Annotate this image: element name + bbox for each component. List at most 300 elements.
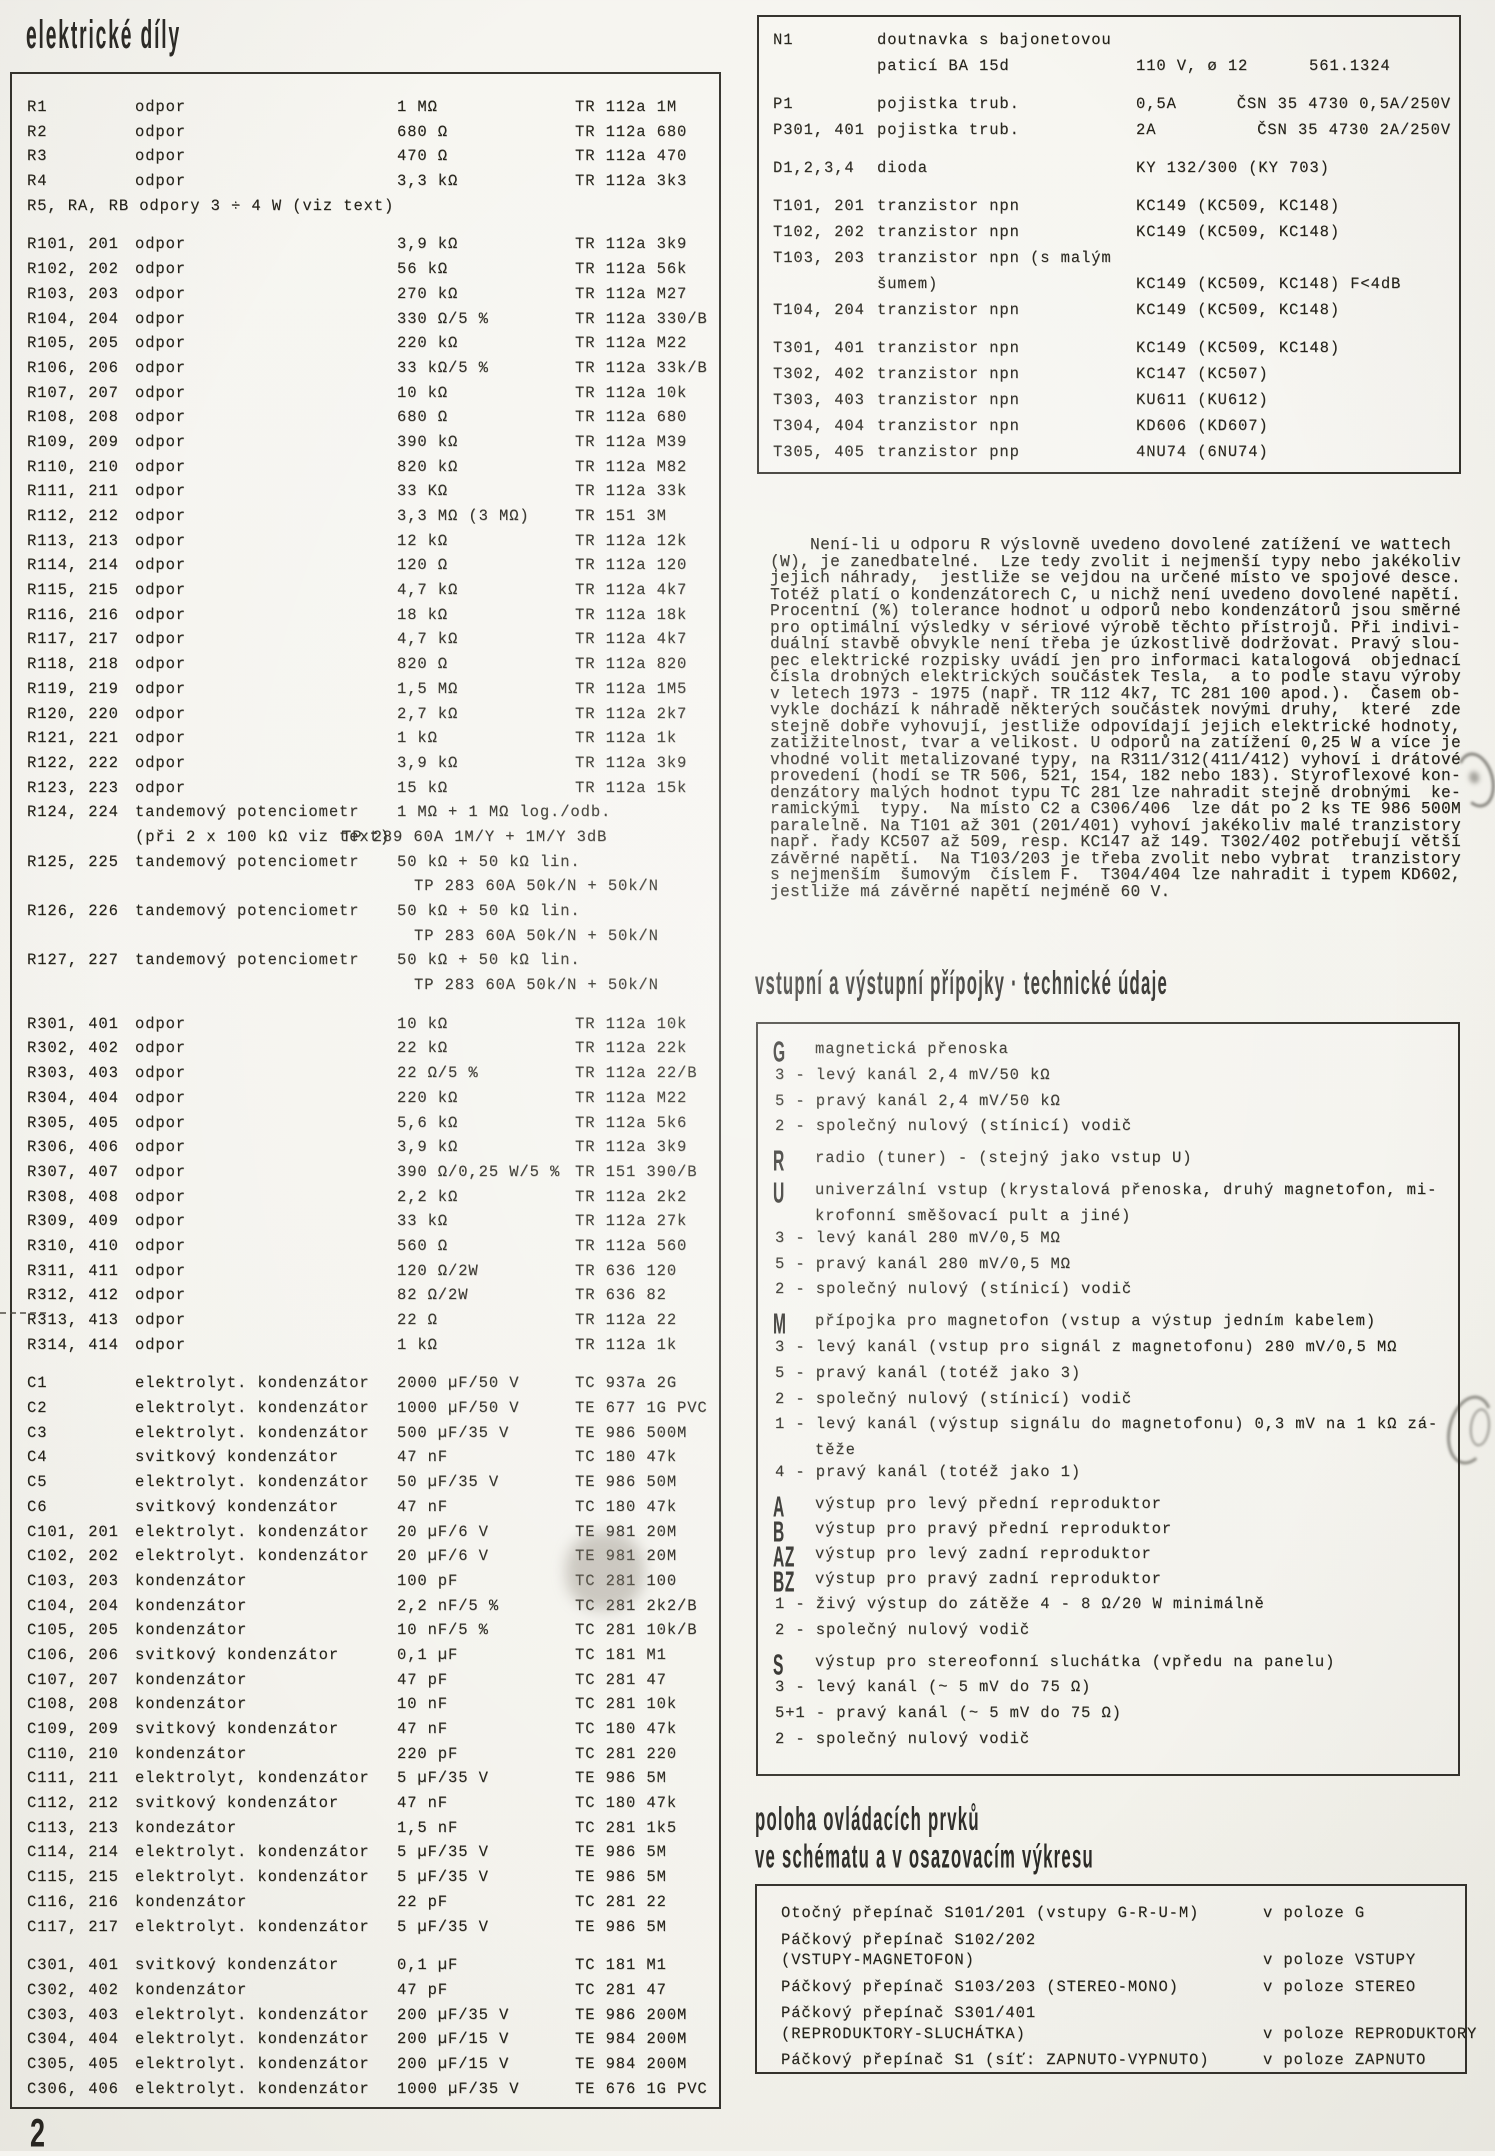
parts-cell-ref: R105, 205 xyxy=(27,334,119,353)
parts-cell-value: 1,5 MΩ xyxy=(397,679,459,698)
io-row xyxy=(758,1362,1458,1388)
parts-cell-value: 3,9 kΩ xyxy=(397,753,459,772)
parts-row xyxy=(12,1374,719,1399)
parts-cell-type: elektrolyt. kondenzátor xyxy=(135,1547,370,1566)
parts-row xyxy=(12,729,719,754)
parts-cell-ref: C303, 403 xyxy=(27,2005,119,2024)
parts-row-spacer xyxy=(12,1001,719,1015)
parts-cell-note: R5, RA, RB odpory 3 ÷ 4 W (viz text) xyxy=(27,196,395,215)
parts-cell-value: 47 nF xyxy=(397,1448,449,1467)
parts-cell-value: 1000 µF/35 V xyxy=(397,2079,520,2098)
parts-row xyxy=(12,1114,719,1139)
parts-cell-ref: C115, 215 xyxy=(27,1868,119,1887)
parts-cell-type: odpor xyxy=(135,531,187,550)
parts-cell-type: kondezátor xyxy=(135,1818,238,1837)
parts-cell-value: 50 µF/35 V xyxy=(397,1473,500,1492)
parts-cell-code: TP 289 60A 1M/Y + 1M/Y 3dB xyxy=(342,827,608,846)
parts-cell-value: 200 µF/15 V xyxy=(397,2054,510,2073)
semis-row xyxy=(759,391,1459,417)
io-row-text: výstup pro levý přední reproduktor xyxy=(815,1494,1162,1513)
parts-row xyxy=(12,1286,719,1311)
parts-cell-type: odpor xyxy=(135,1138,187,1157)
semis-cell-value: KY 132/300 (KY 703) xyxy=(1136,159,1330,177)
parts-cell-type: odpor xyxy=(135,753,187,772)
parts-cell-value: 22 Ω/5 % xyxy=(397,1064,479,1083)
controls-title-line1: poloha ovládacích prvků xyxy=(755,1800,980,1838)
parts-cell-type: odpor xyxy=(135,358,187,377)
parts-row xyxy=(12,1188,719,1213)
semis-row xyxy=(759,301,1459,327)
io-connector-letter: U xyxy=(773,1176,785,1210)
parts-cell-type: odpor xyxy=(135,507,187,525)
note-line: Totéž platí o kondenzátorech C, u nichž není uvedeno dovolené napětí. xyxy=(770,585,1461,604)
semis-cell-ref: T304, 404 xyxy=(773,417,865,435)
io-row-text: výstup pro stereofonní sluchátka (vpředu na panelu) xyxy=(815,1652,1336,1671)
parts-cell-type: odpor xyxy=(135,457,187,476)
parts-cell-type: kondenzátor xyxy=(135,1695,248,1714)
parts-cell-ref: R110, 210 xyxy=(27,457,119,476)
io-row-text: 2 - společný nulový vodič xyxy=(775,1729,1031,1748)
parts-cell-code: TR 636 82 xyxy=(575,1286,667,1305)
parts-cell-code: TR 112a 1k xyxy=(575,1335,678,1354)
parts-cell-value: 1,5 nF xyxy=(397,1818,459,1837)
parts-cell-value: 18 kΩ xyxy=(397,605,449,624)
io-row-text: 5+1 - pravý kanál (~ 5 mV do 75 Ω) xyxy=(775,1704,1122,1723)
parts-cell-type: svitkový kondenzátor xyxy=(135,1720,340,1738)
parts-cell-ref: R306, 406 xyxy=(27,1138,119,1157)
parts-cell-type: odpor xyxy=(135,1311,187,1329)
semis-cell-ref: N1 xyxy=(773,31,794,49)
parts-cell-value: 33 kΩ/5 % xyxy=(397,358,489,377)
parts-cell-ref: C113, 213 xyxy=(27,1818,119,1837)
parts-row xyxy=(12,630,719,655)
parts-cell-value: 270 kΩ xyxy=(397,284,459,303)
semis-row xyxy=(759,275,1459,301)
parts-cell-value: 10 kΩ xyxy=(397,383,449,402)
note-line: zatižitelnost, tvar a velikost. U odporů na zatížení 0,25 W a více je xyxy=(770,734,1461,752)
parts-cell-type: odpor xyxy=(135,408,187,427)
parts-cell-ref: C305, 405 xyxy=(27,2054,119,2073)
io-row xyxy=(758,1090,1458,1116)
parts-row xyxy=(12,877,719,902)
parts-cell-ref: R122, 222 xyxy=(27,753,119,772)
io-row xyxy=(758,1388,1458,1414)
parts-cell-value: 3,3 kΩ xyxy=(397,172,459,191)
parts-cell-type: kondenzátor xyxy=(135,1596,248,1615)
parts-cell-value: 220 pF xyxy=(397,1744,459,1763)
parts-cell-type: kondenzátor xyxy=(135,1892,248,1911)
parts-cell-code: TR 112a 4k7 xyxy=(575,581,688,600)
parts-cell-code: TR 112a 56k xyxy=(575,260,688,279)
parts-cell-ref: R314, 414 xyxy=(27,1335,119,1354)
parts-cell-ref: C112, 212 xyxy=(27,1794,119,1813)
note-line: vykle dochází k náhradě některých součástek novými druhy, které zde xyxy=(770,701,1461,719)
parts-cell-value: 560 Ω xyxy=(397,1236,449,1255)
parts-cell-value: 3,9 kΩ xyxy=(397,235,459,254)
parts-cell-value: 2000 µF/50 V xyxy=(397,1374,520,1393)
note-line: např. řady KC507 až 509, resp. KC147 až 149. T302/402 potřebují větší xyxy=(770,833,1461,851)
parts-cell-type: odpor xyxy=(135,1014,187,1033)
parts-cell-type: elektrolyt. kondenzátor xyxy=(135,1522,370,1541)
parts-cell-code: TE 986 5M xyxy=(575,1868,667,1887)
parts-cell-ref: R310, 410 xyxy=(27,1236,119,1255)
parts-row xyxy=(12,853,719,878)
parts-row xyxy=(12,1621,719,1646)
parts-cell-type: odpor xyxy=(135,482,187,501)
parts-row xyxy=(12,1769,719,1794)
parts-cell-value: 20 µF/6 V xyxy=(397,1522,489,1541)
parts-row-spacer xyxy=(12,1360,719,1374)
semis-cell-ref: T101, 201 xyxy=(773,197,865,215)
semis-cell-value: 2A xyxy=(1136,121,1157,139)
parts-row xyxy=(12,359,719,384)
parts-cell-ref: R1 xyxy=(27,98,48,116)
parts-cell-type: elektrolyt. kondenzátor xyxy=(135,2054,370,2073)
parts-row xyxy=(12,197,719,222)
io-row-text: 2 - společný nulový vodič xyxy=(775,1620,1031,1639)
parts-cell-value: 220 kΩ xyxy=(397,1088,459,1107)
parts-cell-ref: C117, 217 xyxy=(27,1917,119,1936)
parts-cell-ref: C108, 208 xyxy=(27,1695,119,1714)
parts-row xyxy=(12,1671,719,1696)
parts-cell-ref: R111, 211 xyxy=(27,482,119,501)
note-line: paralelně. Na T101 až 301 (201/401) vyhoví jakékoliv malé tranzistory xyxy=(770,816,1461,835)
control-entry-position: v poloze REPRODUKTORY xyxy=(1263,2024,1478,2043)
parts-cell-type: elektrolyt. kondenzátor xyxy=(135,1917,370,1936)
parts-cell-value: 50 kΩ + 50 kΩ lin. xyxy=(397,951,581,970)
parts-cell-code: TE 986 5M xyxy=(575,1769,667,1788)
parts-cell-ref: R101, 201 xyxy=(27,235,119,254)
parts-row xyxy=(12,1597,719,1622)
parts-cell-ref: R103, 203 xyxy=(27,284,119,303)
io-row xyxy=(758,1490,1458,1524)
parts-cell-ref: R304, 404 xyxy=(27,1088,119,1107)
parts-cell-type: odpor xyxy=(135,1187,187,1206)
parts-row xyxy=(12,1794,719,1819)
control-entry xyxy=(757,2004,1478,2045)
parts-row xyxy=(12,1039,719,1064)
parts-cell-code: TE 981 20M xyxy=(575,1522,678,1541)
parts-row xyxy=(12,828,719,853)
parts-cell-code: TR 112a 330/B xyxy=(575,309,708,328)
semis-cell-type: doutnavka s bajonetovou xyxy=(877,31,1112,49)
parts-row xyxy=(12,951,719,976)
semis-cell-value: 0,5A xyxy=(1136,95,1177,113)
parts-row xyxy=(12,1311,719,1336)
parts-cell-code: TC 281 10k/B xyxy=(575,1621,698,1640)
parts-cell-value: 680 Ω xyxy=(397,122,449,141)
parts-row xyxy=(12,1695,719,1720)
parts-cell-ref: C107, 207 xyxy=(27,1670,119,1689)
parts-cell-code: TR 112a 10k xyxy=(575,1014,688,1033)
io-row xyxy=(758,1227,1458,1253)
parts-cell-type: elektrolyt. kondenzátor xyxy=(135,1374,370,1393)
parts-row xyxy=(12,458,719,483)
parts-cell-code: TR 112a 33k xyxy=(575,482,688,501)
parts-cell-type: odpor xyxy=(135,1162,187,1181)
parts-cell-code: TR 112a 27k xyxy=(575,1212,688,1231)
parts-cell-code: TR 112a 3k9 xyxy=(575,1138,688,1157)
control-entry-position: v poloze VSTUPY xyxy=(1263,1951,1417,1969)
parts-row xyxy=(12,581,719,606)
parts-cell-type: odpor xyxy=(135,122,187,141)
parts-cell-value: 5,6 kΩ xyxy=(397,1113,459,1132)
parts-cell-type: odpor xyxy=(135,147,187,166)
parts-row xyxy=(12,235,719,260)
parts-row xyxy=(12,1893,719,1918)
parts-cell-type: odpor xyxy=(135,1335,187,1354)
note-line: čísla drobných elektrických součástek Tesla, a to podle stavu výroby xyxy=(770,668,1461,686)
semis-cell-value: 110 V, ø 12 xyxy=(1136,57,1249,75)
parts-row xyxy=(12,2030,719,2055)
io-connector-letter: G xyxy=(773,1036,786,1069)
parts-cell-value: 4,7 kΩ xyxy=(397,581,459,600)
parts-cell-code: TC 281 47 xyxy=(575,1670,667,1689)
page-title: elektrické díly xyxy=(26,12,182,57)
parts-cell-code: TE 676 1G PVC xyxy=(575,2079,708,2098)
parts-cell-code: TC 281 10k xyxy=(575,1695,678,1714)
parts-cell-type: kondenzátor xyxy=(135,1980,248,1999)
parts-cell-value: 200 µF/15 V xyxy=(397,2030,510,2049)
semis-row-spacer xyxy=(759,83,1459,95)
parts-row xyxy=(12,1015,719,1040)
parts-cell-value: 22 kΩ xyxy=(397,1039,449,1058)
parts-cell-value: 15 kΩ xyxy=(397,778,449,797)
parts-cell-ref: R102, 202 xyxy=(27,260,119,279)
parts-cell-type: odpor xyxy=(135,383,187,402)
parts-cell-code: TP 283 60A 50k/N + 50k/N xyxy=(414,926,659,945)
parts-cell-type: elektrolyt. kondenzátor xyxy=(135,1843,370,1862)
parts-row xyxy=(12,1448,719,1473)
parts-cell-code: TE 981 20M xyxy=(575,1547,678,1566)
io-row xyxy=(758,1461,1458,1487)
parts-cell-value: 500 µF/35 V xyxy=(397,1423,510,1442)
parts-cell-type: svitkový kondenzátor xyxy=(135,1448,340,1467)
parts-cell-ref: C6 xyxy=(27,1497,48,1516)
parts-cell-code: TR 112a 3k9 xyxy=(575,753,688,772)
parts-row xyxy=(12,384,719,409)
note-line: v letech 1973 - 1975 (např. TR 112 4k7, TC 281 100 apod.). Časem ob- xyxy=(770,684,1461,703)
parts-cell-code: TC 181 M1 xyxy=(575,1645,667,1664)
parts-cell-type: elektrolyt. kondenzátor xyxy=(135,1473,370,1492)
parts-row xyxy=(12,754,719,779)
io-connector-letter: R xyxy=(773,1145,785,1178)
parts-cell-ref: C302, 402 xyxy=(27,1980,119,1999)
parts-cell-value: 82 Ω/2W xyxy=(397,1286,469,1305)
parts-cell-code: TE 984 200M xyxy=(575,2054,688,2073)
parts-cell-type: odpor xyxy=(135,605,187,624)
semis-cell-ref: T103, 203 xyxy=(773,249,865,267)
io-row xyxy=(758,1619,1458,1645)
parts-cell-code: TR 112a M22 xyxy=(575,334,688,353)
parts-cell-type: odpor xyxy=(135,1236,187,1255)
parts-row xyxy=(12,147,719,172)
parts-cell-ref: R305, 405 xyxy=(27,1113,119,1132)
parts-row xyxy=(12,2080,719,2105)
parts-cell-code: TE 984 200M xyxy=(575,2030,688,2049)
control-entry-label: Páčkový přepínač S1 (síť: ZAPNUTO-VYPNUTO) v poloze ZAPNUTO xyxy=(781,2051,1427,2069)
semis-cell-value: KU611 (KU612) xyxy=(1136,391,1269,409)
parts-cell-value: 120 Ω/2W xyxy=(397,1261,479,1280)
parts-cell-type: svitkový kondenzátor xyxy=(135,1645,340,1664)
parts-cell-ref: C2 xyxy=(27,1399,48,1418)
parts-cell-type: tandemový potenciometr xyxy=(135,902,360,920)
parts-cell-value: 3,3 MΩ (3 MΩ) xyxy=(397,507,530,525)
semis-cell-value: KC149 (KC509, KC148) xyxy=(1136,339,1341,357)
parts-cell-code: TC 937a 2G xyxy=(575,1374,678,1393)
parts-cell-code: TR 112a 1M5 xyxy=(575,679,688,698)
parts-cell-ref: R109, 209 xyxy=(27,432,119,451)
semis-row xyxy=(759,223,1459,249)
parts-cell-ref: C106, 206 xyxy=(27,1645,119,1664)
io-row-text: 5 - pravý kanál (totéž jako 3) xyxy=(775,1363,1082,1382)
parts-cell-value: 330 Ω/5 % xyxy=(397,309,489,328)
parts-cell-ref: C114, 214 xyxy=(27,1843,119,1862)
parts-row xyxy=(12,172,719,197)
semis-row-spacer xyxy=(759,327,1459,339)
control-entry xyxy=(757,2051,1465,2072)
semis-cell-value: 4NU74 (6NU74) xyxy=(1136,443,1269,461)
parts-cell-value: 5 µF/35 V xyxy=(397,1769,489,1788)
parts-cell-type: odpor xyxy=(135,432,187,451)
parts-cell-ref: R115, 215 xyxy=(27,581,119,600)
parts-cell-code: TR 112a M27 xyxy=(575,284,688,303)
semis-cell-type: šumem) xyxy=(877,275,939,293)
parts-cell-ref: R112, 212 xyxy=(27,507,119,525)
parts-cell-type: odpor xyxy=(135,679,187,698)
semis-cell-ref: T102, 202 xyxy=(773,223,865,241)
parts-cell-type: kondenzátor xyxy=(135,1621,248,1640)
parts-row xyxy=(12,2006,719,2031)
parts-row xyxy=(12,98,719,123)
io-row xyxy=(758,1413,1458,1439)
io-row xyxy=(758,1205,1458,1227)
io-row xyxy=(758,1278,1458,1304)
io-connector-letter: M xyxy=(773,1308,787,1341)
parts-cell-value: 200 µF/35 V xyxy=(397,2005,510,2024)
parts-cell-type: odpor xyxy=(135,1064,187,1083)
parts-cell-value: 390 Ω/0,25 W/5 % xyxy=(397,1162,561,1181)
io-row-text: výstup pro pravý přední reproduktor xyxy=(815,1519,1173,1538)
parts-cell-type: odpor xyxy=(135,655,187,674)
controls-position-rows xyxy=(757,1904,1478,2072)
io-connector-letter: A xyxy=(773,1490,785,1524)
parts-row xyxy=(12,1212,719,1237)
parts-cell-code: TR 112a 2k2 xyxy=(575,1187,688,1206)
parts-cell-type: odpor xyxy=(135,1088,187,1107)
parts-cell-code: TR 112a 22 xyxy=(575,1311,678,1329)
parts-cell-type: odpor xyxy=(135,1261,187,1280)
parts-cell-ref: R311, 411 xyxy=(27,1261,119,1280)
io-row-text: 3 - levý kanál 280 mV/0,5 MΩ xyxy=(775,1228,1061,1247)
semis-cell-type: tranzistor npn xyxy=(877,339,1020,357)
io-row-text: 3 - levý kanál 2,4 mV/50 kΩ xyxy=(775,1065,1051,1084)
parts-row xyxy=(12,1720,719,1745)
parts-cell-value: 820 Ω xyxy=(397,655,449,674)
semis-row xyxy=(759,365,1459,391)
parts-row xyxy=(12,1547,719,1572)
control-entry-label: Páčkový přepínač S102/202 xyxy=(781,1930,1037,1949)
parts-cell-ref: R124, 224 xyxy=(27,803,119,822)
parts-row-spacer xyxy=(12,1942,719,1956)
parts-cell-ref: C116, 216 xyxy=(27,1892,119,1911)
parts-cell-type: kondenzátor xyxy=(135,1571,248,1590)
io-row xyxy=(758,1648,1458,1681)
parts-cell-code: TP 283 60A 50k/N + 50k/N xyxy=(414,877,659,896)
parts-cell-code: TR 112a 1M xyxy=(575,98,678,116)
parts-cell-ref: C105, 205 xyxy=(27,1621,119,1640)
io-connector-letter: B xyxy=(773,1515,785,1549)
parts-cell-ref: R104, 204 xyxy=(27,309,119,328)
parts-cell-type: odpor xyxy=(135,309,187,328)
io-row xyxy=(758,1064,1458,1090)
parts-cell-value: 3,9 kΩ xyxy=(397,1138,459,1157)
parts-cell-code: TR 112a 12k xyxy=(575,531,688,550)
parts-cell-code: TR 112a 15k xyxy=(575,778,688,797)
parts-row xyxy=(12,1523,719,1548)
parts-cell-type: elektrolyt, kondenzátor xyxy=(135,1769,370,1788)
io-row-text: 2 - společný nulový (stínicí) vodič xyxy=(775,1117,1133,1136)
semis-row xyxy=(759,197,1459,223)
parts-row-spacer xyxy=(12,221,719,235)
io-row-text: 1 - živý výstup do zátěže 4 - 8 Ω/20 W minimálně xyxy=(775,1594,1265,1613)
parts-row xyxy=(12,310,719,335)
io-row-text: 5 - pravý kanál 2,4 mV/50 kΩ xyxy=(775,1091,1061,1110)
parts-cell-code: TR 112a 680 xyxy=(575,122,688,141)
parts-cell-ref: C104, 204 xyxy=(27,1596,119,1615)
parts-cell-value: 100 pF xyxy=(397,1571,459,1590)
parts-cell-ref: R312, 412 xyxy=(27,1286,119,1305)
io-row xyxy=(758,1308,1458,1341)
semis-cell-value: KC149 (KC509, KC148) F<4dB xyxy=(1136,275,1402,293)
parts-cell-ref: R127, 227 xyxy=(27,951,119,970)
io-row xyxy=(758,1515,1458,1549)
io-row-text: výstup pro pravý zadní reproduktor xyxy=(815,1569,1162,1588)
parts-cell-type: odpor xyxy=(135,235,187,254)
parts-cell-value: 2,7 kΩ xyxy=(397,704,459,723)
semis-cell-ref: P1 xyxy=(773,95,794,113)
parts-cell-ref: R2 xyxy=(27,122,48,141)
control-entry-position: v poloze ZAPNUTO xyxy=(1263,2051,1427,2069)
parts-row xyxy=(12,1981,719,2006)
io-row-text: magnetická přenoska xyxy=(815,1040,1009,1058)
parts-cell-code: TR 112a 820 xyxy=(575,655,688,674)
parts-cell-code: TR 112a 4k7 xyxy=(575,630,688,649)
parts-cell-code: TP 283 60A 50k/N + 50k/N xyxy=(414,976,659,995)
parts-cell-value: 47 nF xyxy=(397,1794,449,1813)
parts-row xyxy=(12,482,719,507)
parts-cell-type: svitkový kondenzátor xyxy=(135,1794,340,1813)
parts-cell-code: TC 281 47 xyxy=(575,1980,667,1999)
parts-row xyxy=(12,1262,719,1287)
io-row xyxy=(758,1036,1458,1069)
parts-cell-code: TR 112a 1k xyxy=(575,729,678,748)
parts-cell-code: TR 112a 560 xyxy=(575,1236,688,1255)
parts-cell-value: 50 kΩ + 50 kΩ lin. xyxy=(397,902,581,920)
semis-cell-type: tranzistor npn xyxy=(877,223,1020,241)
parts-cell-value: 22 pF xyxy=(397,1892,449,1911)
parts-cell-code: TR 112a 5k6 xyxy=(575,1113,688,1132)
parts-cell-value: 20 µF/6 V xyxy=(397,1547,489,1566)
io-row-text: 2 - společný nulový (stínicí) vodič xyxy=(775,1389,1133,1408)
semis-cell-type: tranzistor npn xyxy=(877,197,1020,215)
io-row-text: těže xyxy=(815,1441,856,1460)
parts-cell-code: TR 112a 680 xyxy=(575,408,688,427)
semis-cell-standard: ČSN 35 4730 0,5A/250V xyxy=(1236,95,1451,113)
parts-cell-code: TC 281 22 xyxy=(575,1892,667,1911)
parts-cell-type: odpor xyxy=(135,1113,187,1132)
parts-cell-code: TR 636 120 xyxy=(575,1261,678,1280)
